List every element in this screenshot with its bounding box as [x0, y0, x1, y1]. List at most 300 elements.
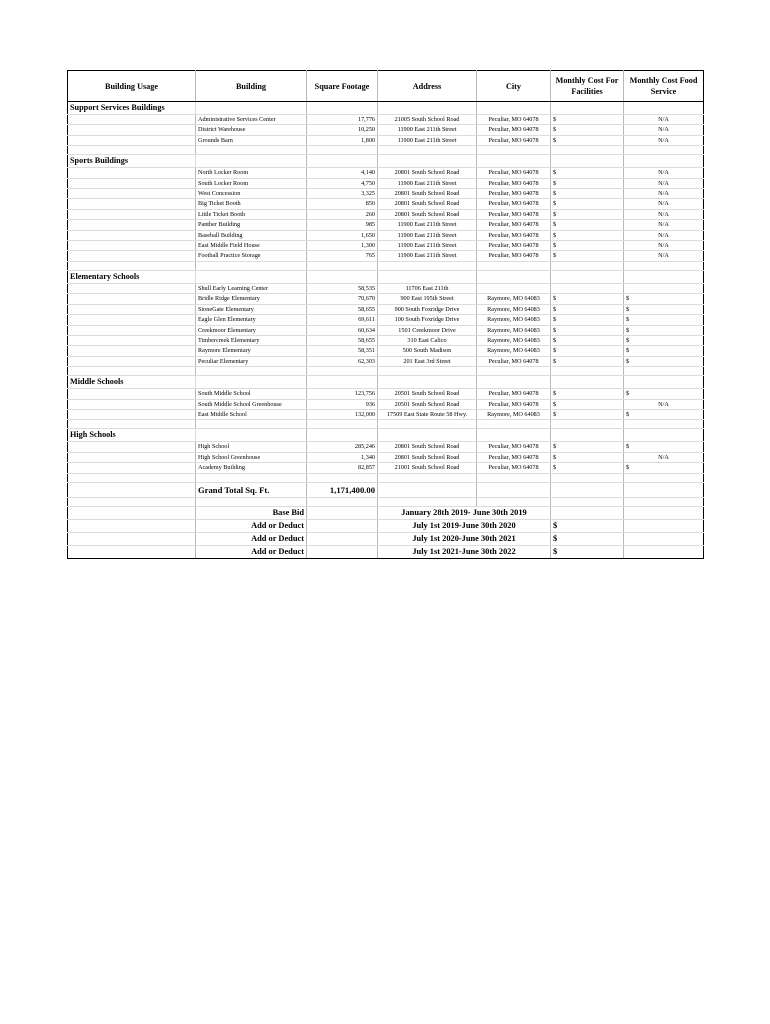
building-name: South Middle School Greenhouse — [196, 399, 307, 409]
section-title: High Schools — [68, 429, 196, 442]
address: 11900 East 211th Street — [378, 135, 477, 145]
square-footage: 765 — [307, 251, 378, 261]
address: 900 South Foxridge Drive — [378, 304, 477, 314]
facilities-cost: $ — [551, 389, 624, 399]
empty-cell — [551, 420, 624, 429]
usage-cell — [68, 230, 196, 240]
empty-cell — [378, 270, 477, 283]
table-row — [68, 220, 704, 230]
food-cost: $ — [624, 442, 704, 452]
table-row — [68, 442, 704, 452]
empty-cell — [624, 545, 704, 558]
empty-cell — [196, 376, 307, 389]
square-footage: 58,535 — [307, 283, 378, 293]
empty-cell — [196, 367, 307, 376]
empty-cell — [196, 155, 307, 168]
empty-cell — [378, 420, 477, 429]
usage-cell — [68, 335, 196, 345]
grand-total-row — [68, 482, 704, 497]
facilities-cost: $ — [551, 230, 624, 240]
food-cost: $ — [624, 409, 704, 419]
header-square-footage: Square Footage — [307, 71, 378, 102]
empty-cell — [68, 532, 196, 545]
food-cost: $ — [624, 356, 704, 366]
usage-cell — [68, 125, 196, 135]
square-footage: 936 — [307, 399, 378, 409]
bid-period: July 1st 2021-June 30th 2022 — [378, 545, 551, 558]
address: 20801 South School Road — [378, 168, 477, 178]
address: 21005 South School Road — [378, 115, 477, 125]
empty-cell — [624, 155, 704, 168]
square-footage: 850 — [307, 199, 378, 209]
address: 11900 East 211th Street — [378, 125, 477, 135]
address: 11900 East 211th Street — [378, 251, 477, 261]
empty-cell — [551, 429, 624, 442]
square-footage: 17,776 — [307, 115, 378, 125]
address: 20801 South School Road — [378, 442, 477, 452]
header-row — [68, 71, 704, 102]
square-footage: 285,246 — [307, 442, 378, 452]
address: 17509 East State Route 58 Hwy. — [378, 409, 477, 419]
building-name: North Locker Room — [196, 168, 307, 178]
empty-cell — [68, 261, 196, 270]
facilities-cost: $ — [551, 209, 624, 219]
bid-row — [68, 532, 704, 545]
building-name: Administrative Services Center — [196, 115, 307, 125]
table-row — [68, 115, 704, 125]
table-row — [68, 399, 704, 409]
empty-cell — [624, 497, 704, 506]
city: Raymore, MO 64083 — [477, 346, 551, 356]
food-cost: $ — [624, 463, 704, 473]
empty-cell — [68, 506, 196, 519]
empty-cell — [307, 261, 378, 270]
bid-row — [68, 506, 704, 519]
city: Raymore, MO 64083 — [477, 315, 551, 325]
food-cost: N/A — [624, 135, 704, 145]
section-title: Sports Buildings — [68, 155, 196, 168]
empty-cell — [196, 102, 307, 115]
grand-total-label: Grand Total Sq. Ft. — [196, 482, 307, 497]
usage-cell — [68, 325, 196, 335]
building-name: Grounds Barn — [196, 135, 307, 145]
empty-cell — [477, 482, 551, 497]
empty-cell — [624, 532, 704, 545]
address: 310 East Calico — [378, 335, 477, 345]
facilities-cost: $ — [551, 115, 624, 125]
city: Peculiar, MO 64078 — [477, 389, 551, 399]
facilities-cost: $ — [551, 335, 624, 345]
empty-cell — [68, 545, 196, 558]
empty-cell — [307, 376, 378, 389]
table-row — [68, 452, 704, 462]
facilities-cost: $ — [551, 304, 624, 314]
empty-cell — [307, 102, 378, 115]
table-row — [68, 125, 704, 135]
bid-label: Add or Deduct — [196, 545, 307, 558]
empty-cell — [307, 270, 378, 283]
usage-cell — [68, 251, 196, 261]
buildings-table — [67, 70, 704, 559]
empty-cell — [624, 102, 704, 115]
empty-cell — [307, 519, 378, 532]
building-name: Baseball Building — [196, 230, 307, 240]
food-cost: N/A — [624, 220, 704, 230]
address: 21001 South School Road — [378, 463, 477, 473]
building-name: East Middle School — [196, 409, 307, 419]
empty-cell — [378, 367, 477, 376]
building-name: Panther Building — [196, 220, 307, 230]
empty-cell — [196, 270, 307, 283]
cost-sheet — [67, 70, 703, 559]
food-cost: N/A — [624, 209, 704, 219]
food-cost: N/A — [624, 168, 704, 178]
food-cost: N/A — [624, 125, 704, 135]
facilities-cost: $ — [551, 356, 624, 366]
spacer-row — [68, 497, 704, 506]
food-cost: N/A — [624, 189, 704, 199]
empty-cell — [624, 376, 704, 389]
square-footage: 58,351 — [307, 346, 378, 356]
city: Peculiar, MO 64078 — [477, 356, 551, 366]
city: Peculiar, MO 64078 — [477, 463, 551, 473]
building-name: Peculiar Elementary — [196, 356, 307, 366]
square-footage: 1,300 — [307, 241, 378, 251]
empty-cell — [551, 482, 624, 497]
food-cost: N/A — [624, 399, 704, 409]
usage-cell — [68, 442, 196, 452]
facilities-cost: $ — [551, 251, 624, 261]
empty-cell — [307, 532, 378, 545]
facilities-cost: $ — [551, 220, 624, 230]
facilities-cost: $ — [551, 241, 624, 251]
square-footage: 58,655 — [307, 335, 378, 345]
city: Peculiar, MO 64078 — [477, 399, 551, 409]
spacer-row — [68, 146, 704, 155]
address: 11706 East 211th — [378, 283, 477, 293]
usage-cell — [68, 356, 196, 366]
spacer-row — [68, 367, 704, 376]
spacer-row — [68, 420, 704, 429]
city: Peculiar, MO 64078 — [477, 241, 551, 251]
usage-cell — [68, 168, 196, 178]
food-cost: N/A — [624, 452, 704, 462]
address: 20501 South School Road — [378, 389, 477, 399]
header-city: City — [477, 71, 551, 102]
facilities-cost: $ — [551, 315, 624, 325]
empty-cell — [196, 497, 307, 506]
facilities-cost: $ — [551, 346, 624, 356]
usage-cell — [68, 241, 196, 251]
table-row — [68, 168, 704, 178]
empty-cell — [477, 155, 551, 168]
empty-cell — [624, 146, 704, 155]
empty-cell — [624, 519, 704, 532]
food-cost: N/A — [624, 241, 704, 251]
address: 11900 East 211th Street — [378, 230, 477, 240]
bid-period: July 1st 2020-June 30th 2021 — [378, 532, 551, 545]
empty-cell — [307, 429, 378, 442]
square-footage: 69,611 — [307, 315, 378, 325]
city: Raymore, MO 64083 — [477, 335, 551, 345]
empty-cell — [477, 473, 551, 482]
table-row — [68, 251, 704, 261]
food-cost: $ — [624, 325, 704, 335]
address: 20801 South School Road — [378, 199, 477, 209]
food-cost: N/A — [624, 115, 704, 125]
empty-cell — [477, 261, 551, 270]
building-name: High School Greenhouse — [196, 452, 307, 462]
empty-cell — [68, 146, 196, 155]
table-row — [68, 315, 704, 325]
address: 1501 Creekmoor Drive — [378, 325, 477, 335]
city: Peculiar, MO 64078 — [477, 135, 551, 145]
square-footage: 3,325 — [307, 189, 378, 199]
empty-cell — [307, 146, 378, 155]
table-row — [68, 178, 704, 188]
empty-cell — [68, 367, 196, 376]
square-footage: 82,857 — [307, 463, 378, 473]
facilities-cost: $ — [551, 409, 624, 419]
food-cost: $ — [624, 294, 704, 304]
table-row — [68, 294, 704, 304]
bid-label: Add or Deduct — [196, 519, 307, 532]
city — [477, 283, 551, 293]
table-row — [68, 189, 704, 199]
empty-cell — [196, 473, 307, 482]
empty-cell — [307, 420, 378, 429]
empty-cell — [196, 420, 307, 429]
empty-cell — [307, 506, 378, 519]
facilities-cost: $ — [551, 199, 624, 209]
address: 11900 East 211th Street — [378, 178, 477, 188]
food-cost: N/A — [624, 251, 704, 261]
grand-total-value: 1,171,400.00 — [307, 482, 378, 497]
city: Peculiar, MO 64078 — [477, 209, 551, 219]
empty-cell — [624, 482, 704, 497]
empty-cell — [624, 261, 704, 270]
facilities-cost: $ — [551, 399, 624, 409]
building-name: Shull Early Learning Center — [196, 283, 307, 293]
building-name: West Concession — [196, 189, 307, 199]
food-cost: $ — [624, 346, 704, 356]
empty-cell — [477, 102, 551, 115]
city: Peculiar, MO 64078 — [477, 125, 551, 135]
usage-cell — [68, 399, 196, 409]
bid-facilities-cost — [551, 506, 624, 519]
empty-cell — [378, 497, 477, 506]
food-cost: $ — [624, 335, 704, 345]
food-cost: $ — [624, 315, 704, 325]
square-footage: 4,750 — [307, 178, 378, 188]
square-footage: 58,655 — [307, 304, 378, 314]
building-name: Little Ticket Booth — [196, 209, 307, 219]
facilities-cost: $ — [551, 294, 624, 304]
square-footage: 4,140 — [307, 168, 378, 178]
facilities-cost: $ — [551, 442, 624, 452]
section-header-row — [68, 155, 704, 168]
food-cost: $ — [624, 304, 704, 314]
facilities-cost: $ — [551, 135, 624, 145]
city: Peculiar, MO 64078 — [477, 199, 551, 209]
empty-cell — [624, 473, 704, 482]
facilities-cost: $ — [551, 125, 624, 135]
square-footage: 123,756 — [307, 389, 378, 399]
table-row — [68, 135, 704, 145]
empty-cell — [551, 155, 624, 168]
building-name: District Warehouse — [196, 125, 307, 135]
empty-cell — [378, 102, 477, 115]
usage-cell — [68, 209, 196, 219]
city: Peculiar, MO 64078 — [477, 452, 551, 462]
empty-cell — [68, 519, 196, 532]
table-row — [68, 325, 704, 335]
empty-cell — [378, 429, 477, 442]
city: Peculiar, MO 64078 — [477, 220, 551, 230]
section-title: Middle Schools — [68, 376, 196, 389]
building-name: South Middle School — [196, 389, 307, 399]
food-cost: N/A — [624, 199, 704, 209]
header-address: Address — [378, 71, 477, 102]
square-footage: 10,250 — [307, 125, 378, 135]
building-name: Raymore Elementary — [196, 346, 307, 356]
square-footage: 1,650 — [307, 230, 378, 240]
usage-cell — [68, 452, 196, 462]
spacer-row — [68, 261, 704, 270]
building-name: East Middle Field House — [196, 241, 307, 251]
section-title: Elementary Schools — [68, 270, 196, 283]
usage-cell — [68, 346, 196, 356]
usage-cell — [68, 304, 196, 314]
facilities-cost: $ — [551, 452, 624, 462]
table-row — [68, 409, 704, 419]
city: Peculiar, MO 64078 — [477, 115, 551, 125]
building-name: South Locker Room — [196, 178, 307, 188]
header-monthly-cost-food: Monthly Cost Food Service — [624, 71, 704, 102]
usage-cell — [68, 115, 196, 125]
empty-cell — [307, 497, 378, 506]
square-footage: 70,670 — [307, 294, 378, 304]
bid-row — [68, 545, 704, 558]
empty-cell — [624, 420, 704, 429]
section-title: Support Services Buildings — [68, 102, 196, 115]
square-footage: 260 — [307, 209, 378, 219]
usage-cell — [68, 189, 196, 199]
square-footage: 1,800 — [307, 135, 378, 145]
table-row — [68, 199, 704, 209]
spacer-row — [68, 473, 704, 482]
section-header-row — [68, 429, 704, 442]
empty-cell — [551, 497, 624, 506]
city: Raymore, MO 64083 — [477, 409, 551, 419]
address: 11900 East 211th Street — [378, 220, 477, 230]
empty-cell — [551, 146, 624, 155]
empty-cell — [378, 482, 477, 497]
empty-cell — [477, 420, 551, 429]
table-row — [68, 346, 704, 356]
bid-period: January 28th 2019- June 30th 2019 — [378, 506, 551, 519]
empty-cell — [551, 367, 624, 376]
table-row — [68, 283, 704, 293]
address: 20801 South School Road — [378, 209, 477, 219]
empty-cell — [307, 473, 378, 482]
building-name: Creekmoor Elementary — [196, 325, 307, 335]
empty-cell — [68, 473, 196, 482]
section-header-row — [68, 270, 704, 283]
facilities-cost: $ — [551, 168, 624, 178]
empty-cell — [477, 497, 551, 506]
address: 11900 East 211th Street — [378, 241, 477, 251]
building-name: Big Ticket Booth — [196, 199, 307, 209]
building-name: Academy Building — [196, 463, 307, 473]
bid-facilities-cost: $ — [551, 519, 624, 532]
empty-cell — [378, 261, 477, 270]
city: Peculiar, MO 64078 — [477, 251, 551, 261]
usage-cell — [68, 294, 196, 304]
usage-cell — [68, 283, 196, 293]
empty-cell — [551, 473, 624, 482]
table-row — [68, 304, 704, 314]
bid-label: Add or Deduct — [196, 532, 307, 545]
section-header-row — [68, 376, 704, 389]
address: 500 South Madison — [378, 346, 477, 356]
empty-cell — [551, 261, 624, 270]
square-footage: 60,634 — [307, 325, 378, 335]
city: Raymore, MO 64083 — [477, 304, 551, 314]
table-row — [68, 209, 704, 219]
address: 201 East 3rd Street — [378, 356, 477, 366]
address: 20501 South School Road — [378, 399, 477, 409]
bid-facilities-cost: $ — [551, 532, 624, 545]
usage-cell — [68, 315, 196, 325]
city: Peculiar, MO 64078 — [477, 168, 551, 178]
empty-cell — [68, 482, 196, 497]
facilities-cost: $ — [551, 463, 624, 473]
bid-facilities-cost: $ — [551, 545, 624, 558]
empty-cell — [378, 473, 477, 482]
table-row — [68, 356, 704, 366]
table-row — [68, 241, 704, 251]
empty-cell — [477, 376, 551, 389]
empty-cell — [624, 506, 704, 519]
empty-cell — [378, 146, 477, 155]
header-building-usage: Building Usage — [68, 71, 196, 102]
city: Raymore, MO 64083 — [477, 325, 551, 335]
building-name: Bridle Ridge Elementary — [196, 294, 307, 304]
empty-cell — [551, 270, 624, 283]
city: Peculiar, MO 64078 — [477, 189, 551, 199]
empty-cell — [551, 376, 624, 389]
usage-cell — [68, 199, 196, 209]
header-building: Building — [196, 71, 307, 102]
usage-cell — [68, 220, 196, 230]
empty-cell — [307, 367, 378, 376]
empty-cell — [477, 367, 551, 376]
empty-cell — [307, 545, 378, 558]
address: 900 East 195th Street — [378, 294, 477, 304]
empty-cell — [624, 429, 704, 442]
table-row — [68, 389, 704, 399]
empty-cell — [624, 367, 704, 376]
square-footage: 62,303 — [307, 356, 378, 366]
building-name: Timbercreek Elementary — [196, 335, 307, 345]
city: Raymore, MO 64083 — [477, 294, 551, 304]
empty-cell — [196, 146, 307, 155]
food-cost: $ — [624, 389, 704, 399]
address: 20801 South School Road — [378, 452, 477, 462]
usage-cell — [68, 409, 196, 419]
food-cost — [624, 283, 704, 293]
